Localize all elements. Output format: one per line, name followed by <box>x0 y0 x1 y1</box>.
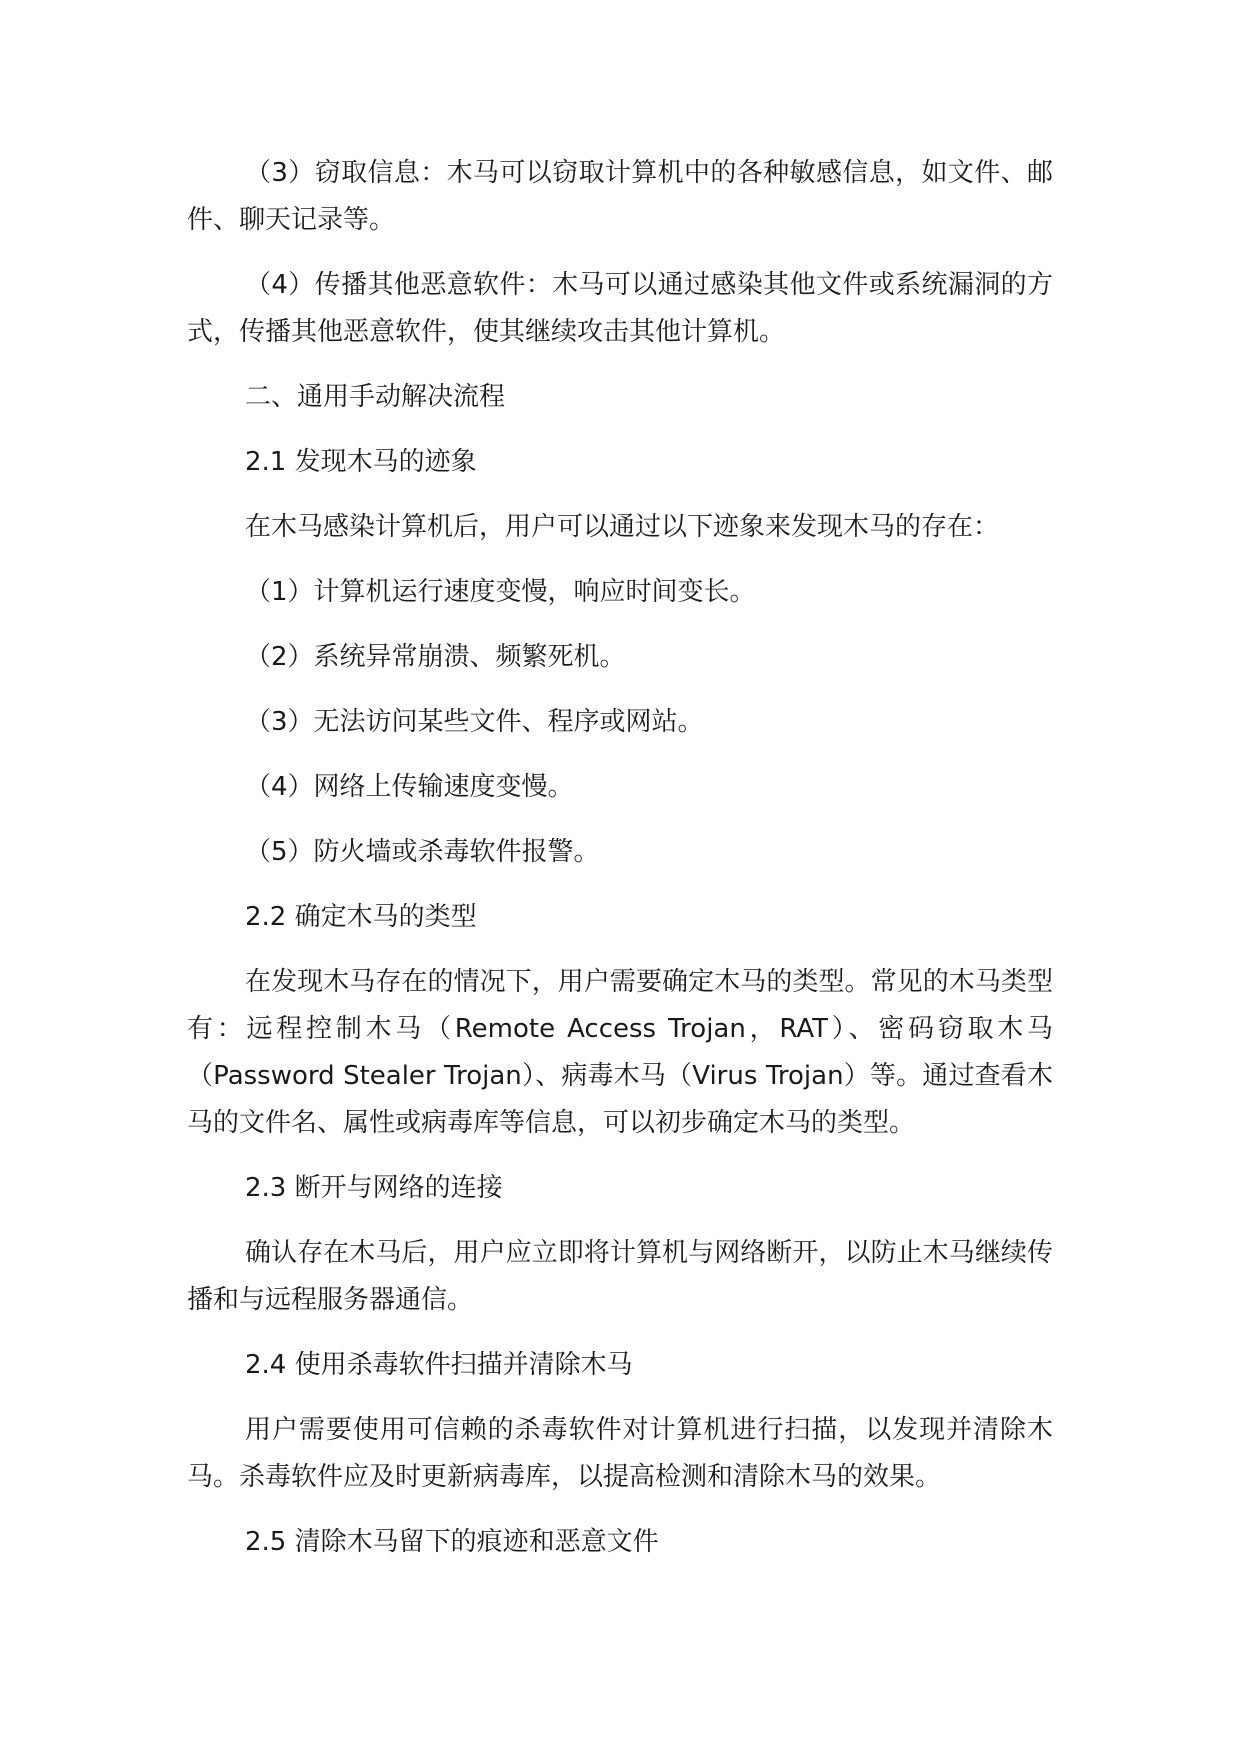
paragraph-trojan-types: 在发现木马存在的情况下，用户需要确定木马的类型。常见的木马类型有：远程控制木马（Remote Access Trojan，RAT）、密码窃取木马（Password Stealer Trojan）、病毒木马（Virus Trojan）等。通过查看木马的文件名、属性或病毒库等信息，可以初步确定木马的类型。 <box>187 967 1053 1138</box>
paragraph-signs-intro: 在木马感染计算机后，用户可以通过以下迹象来发现木马的存在： <box>245 512 1000 542</box>
list-item-sign-4: （4）网络上传输速度变慢。 <box>245 772 574 802</box>
subsection-heading-2-1: 2.1 发现木马的迹象 <box>245 447 477 477</box>
list-item-sign-3: （3）无法访问某些文件、程序或网站。 <box>245 707 704 737</box>
paragraph-antivirus-scan: 用户需要使用可信赖的杀毒软件对计算机进行扫描，以发现并清除木马。杀毒软件应及时更新病毒库，以提高检测和清除木马的效果。 <box>187 1415 1053 1492</box>
paragraph-steal-info: （3）窃取信息：木马可以窃取计算机中的各种敏感信息，如文件、邮件、聊天记录等。 <box>187 158 1053 235</box>
subsection-heading-2-5: 2.5 清除木马留下的痕迹和恶意文件 <box>245 1527 659 1557</box>
section-heading-manual-process: 二、通用手动解决流程 <box>245 382 506 412</box>
paragraph-spread-malware: （4）传播其他恶意软件：木马可以通过感染其他文件或系统漏洞的方式，传播其他恶意软件，使其继续攻击其他计算机。 <box>187 270 1053 347</box>
subsection-heading-2-2: 2.2 确定木马的类型 <box>245 902 477 932</box>
subsection-heading-2-3: 2.3 断开与网络的连接 <box>245 1173 503 1203</box>
paragraph-disconnect-network: 确认存在木马后，用户应立即将计算机与网络断开，以防止木马继续传播和与远程服务器通信。 <box>187 1238 1053 1315</box>
list-item-sign-2: （2）系统异常崩溃、频繁死机。 <box>245 642 626 672</box>
document-body <box>187 150 1053 1566</box>
subsection-heading-2-4: 2.4 使用杀毒软件扫描并清除木马 <box>245 1350 633 1380</box>
list-item-sign-1: （1）计算机运行速度变慢，响应时间变长。 <box>245 577 756 607</box>
list-item-sign-5: （5）防火墙或杀毒软件报警。 <box>245 837 600 867</box>
